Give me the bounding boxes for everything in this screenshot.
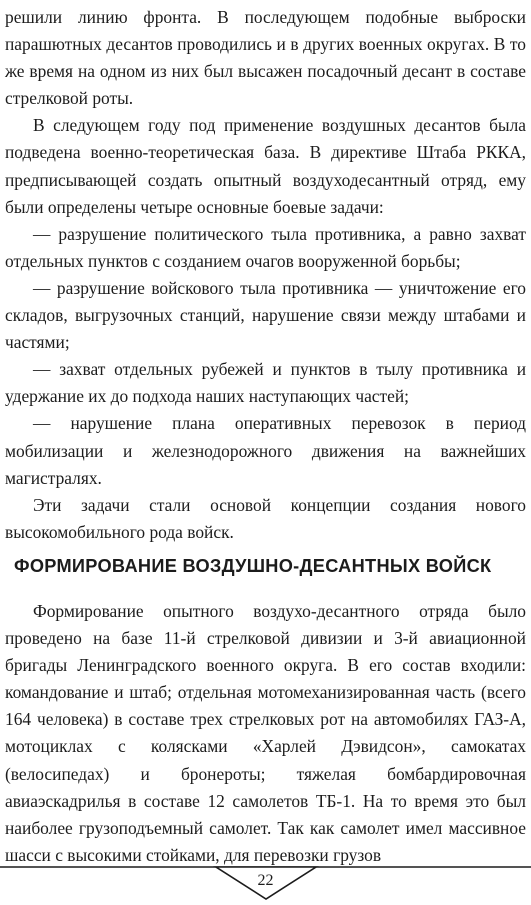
text-block-bottom [5, 598, 526, 869]
paragraph: В следующем году под применение воздушных десантов была подведена военно-теоретическая база. В директиве Штаба РККА, предписывающей создать опытный воздуходесантный отряд, ему были определены четыре основные боевые задачи: [5, 115, 526, 217]
paragraph: Формирование опытного воздухо-десантного отряда было проведено на базе 11-й стрелковой дивизии и 3-й авиационной бригады Ленинградского военного округа. В его состав входили: командование и штаб; отдельная мотомеханизированная часть (всего 164 человека) в составе трех стрелковых рот на автомобилях ГАЗ-А, мотоциклах с колясками «Харлей Дэвидсон», самокатах (велосипедах) и бронероты; тяжелая бомбардировочная авиаэскадрилья в составе 12 самолетов ТБ-1. На то время это был наиболее грузоподъемный самолет. Так как самолет имел массивное шасси с высокими стойками, для перевозки грузов [5, 601, 526, 865]
list-item: — разрушение войскового тыла противника — уничтожение его складов, выгрузочных станций, нарушение связи между штабами и частями; [5, 277, 526, 353]
list-item: — захват отдельных рубежей и пунктов в тылу противника и удержание их до подхода наших наступающих частей; [5, 359, 526, 407]
text-block-top [5, 4, 526, 546]
paragraph: Эти задачи стали основой концепции создания нового высокомобильного рода войск. [5, 494, 526, 542]
section-heading: ФОРМИРОВАНИЕ ВОЗДУШНО-ДЕСАНТНЫХ ВОЙСК [14, 556, 492, 576]
page-number: 22 [257, 872, 274, 889]
paragraph: решили линию фронта. В последующем подобные выброски парашютных десантов проводились и в других военных округах. В то же время на одном из них был высажен посадочный десант в составе стрелковой роты. [5, 7, 526, 109]
list-item: — разрушение политического тыла противника, а равно захват отдельных пунктов с созданием очагов вооруженной борьбы; [5, 223, 526, 271]
list-item: — нарушение плана оперативных перевозок в период мобилизации и железнодорожного движения на важнейших магистралях. [5, 413, 526, 488]
page-footer [0, 862, 531, 905]
